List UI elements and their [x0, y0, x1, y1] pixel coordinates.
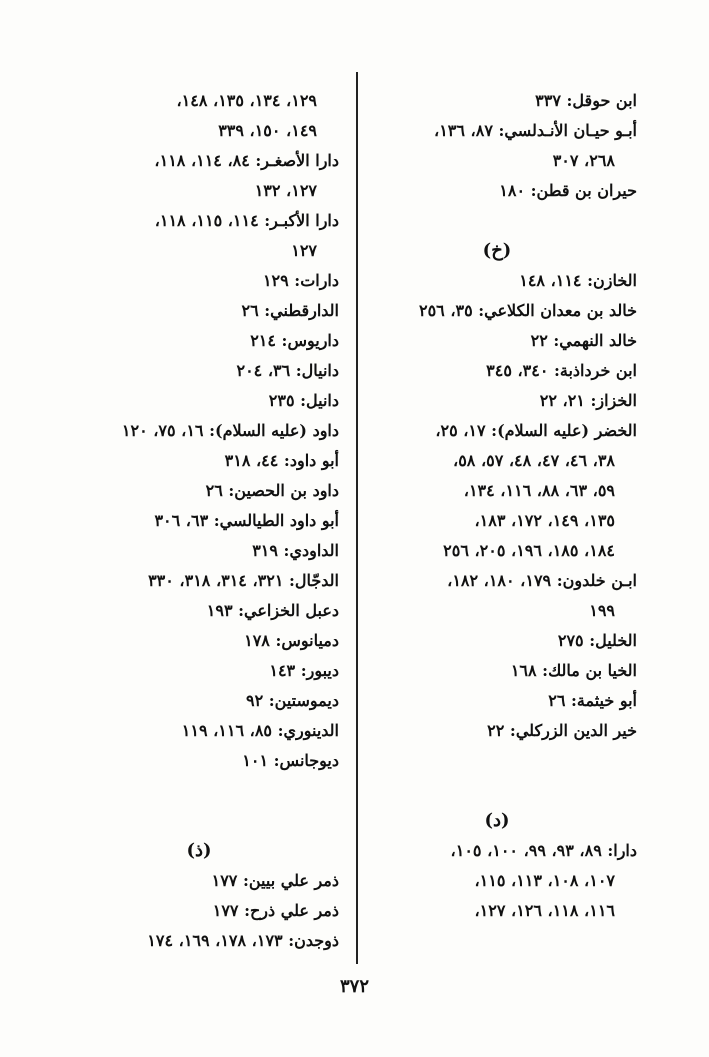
column-divider: [356, 72, 358, 964]
index-entry-continuation: ١٢٧: [291, 241, 317, 260]
index-entry: الخليل: ٢٧٥: [557, 631, 637, 650]
index-entry: الداودي: ٣١٩: [252, 541, 339, 560]
index-entry: الدارقطني: ٢٦: [241, 301, 339, 320]
spacer: [59, 806, 339, 836]
index-entry: دارا الأكبـر: ١١٤، ١١٥، ١١٨،: [154, 211, 339, 230]
index-entry-continuation: ٢٦٨، ٣٠٧: [552, 151, 615, 170]
index-entry-continuation: ٥٩، ٦٣، ٨٨، ١١٦، ١٣٤،: [463, 481, 615, 500]
index-entry: أبو داود: ٤٤، ٣١٨: [224, 451, 339, 470]
index-column-left: [59, 86, 339, 956]
index-entry: دميانوس: ١٧٨: [244, 631, 339, 650]
index-entry: أبـو حيـان الأنـدلسي: ٨٧، ١٣٦،: [434, 121, 637, 140]
index-entry: خالد النهمي: ٢٢: [530, 331, 637, 350]
index-entry-continuation: ١٠٧، ١٠٨، ١١٣، ١١٥،: [474, 871, 615, 890]
index-entry: داود (عليه السلام): ١٦، ٧٥، ١٢٠: [121, 421, 339, 440]
spacer: [357, 206, 637, 236]
index-entry-continuation: ١٩٩: [589, 601, 615, 620]
spacer: [59, 776, 339, 806]
index-entry: أبو خيثمة: ٢٦: [548, 691, 637, 710]
index-entry: أبو داود الطيالسي: ٦٣، ٣٠٦: [154, 511, 339, 530]
index-entry: الخيا بن مالك: ١٦٨: [510, 661, 637, 680]
index-entry: الدجّال: ٣٢١، ٣١٤، ٣١٨، ٣٣٠: [148, 571, 339, 590]
index-entry-continuation: ١١٦، ١١٨، ١٢٦، ١٢٧،: [474, 901, 615, 920]
index-entry: الخازن: ١١٤، ١٤٨: [519, 271, 637, 290]
section-letter-heading: (ذ): [186, 840, 212, 861]
index-entry: ذمر علي بيين: ١٧٧: [211, 871, 339, 890]
index-entry: دارا الأصغـر: ٨٤، ١١٤، ١١٨،: [154, 151, 339, 170]
index-entry: ابـن خلدون: ١٧٩، ١٨٠، ١٨٢،: [447, 571, 637, 590]
index-entry: دعبل الخزاعي: ١٩٣: [206, 601, 339, 620]
index-entry: حيران بن قطن: ١٨٠: [499, 181, 637, 200]
index-entry-continuation: ١٣٥، ١٤٩، ١٧٢، ١٨٣،: [474, 511, 615, 530]
index-column-right: [357, 86, 637, 926]
index-entry: الدينوري: ٨٥، ١١٦، ١١٩: [181, 721, 339, 740]
index-entry: داود بن الحصين: ٢٦: [205, 481, 339, 500]
index-entry: الخضر (عليه السلام): ١٧، ٢٥،: [435, 421, 637, 440]
spacer: [357, 746, 637, 776]
index-entry: ديوجانس: ١٠١: [242, 751, 339, 770]
index-entry: دانيل: ٢٣٥: [268, 391, 339, 410]
index-entry-continuation: ١٢٧، ١٣٢: [254, 181, 317, 200]
page-number: ٣٧٢: [339, 976, 369, 997]
index-entry: خير الدين الزركلي: ٢٢: [487, 721, 637, 740]
index-entry: دارا: ٨٩، ٩٣، ٩٩، ١٠٠، ١٠٥،: [450, 841, 637, 860]
index-entry: ابن حوقل: ٣٣٧: [535, 91, 637, 110]
index-entry: داريوس: ٢١٤: [250, 331, 339, 350]
index-entry: ابن خرداذبة: ٣٤٠، ٣٤٥: [486, 361, 637, 380]
index-entry-continuation: ٣٨، ٤٦، ٤٧، ٤٨، ٥٧، ٥٨،: [453, 451, 615, 470]
index-entry: الخزاز: ٢١، ٢٢: [539, 391, 637, 410]
section-letter-heading: (خ): [482, 240, 512, 261]
index-entry-continuation: ١٢٩، ١٣٤، ١٣٥، ١٤٨،: [176, 91, 317, 110]
index-entry: دارات: ١٢٩: [262, 271, 339, 290]
index-entry: ديبور: ١٤٣: [269, 661, 339, 680]
index-entry: دانيال: ٣٦، ٢٠٤: [236, 361, 339, 380]
index-entry-continuation: ١٨٤، ١٨٥، ١٩٦، ٢٠٥، ٢٥٦: [443, 541, 615, 560]
spacer: [357, 776, 637, 806]
section-letter-heading: (د): [484, 810, 510, 831]
index-entry: ذوجدن: ١٧٣، ١٧٨، ١٦٩، ١٧٤: [147, 931, 339, 950]
index-entry: ذمر علي ذرح: ١٧٧: [212, 901, 339, 920]
index-entry: خالد بن معدان الكلاعي: ٣٥، ٢٥٦: [418, 301, 637, 320]
index-entry: ديموستين: ٩٢: [246, 691, 339, 710]
index-entry-continuation: ١٤٩، ١٥٠، ٣٣٩: [218, 121, 317, 140]
